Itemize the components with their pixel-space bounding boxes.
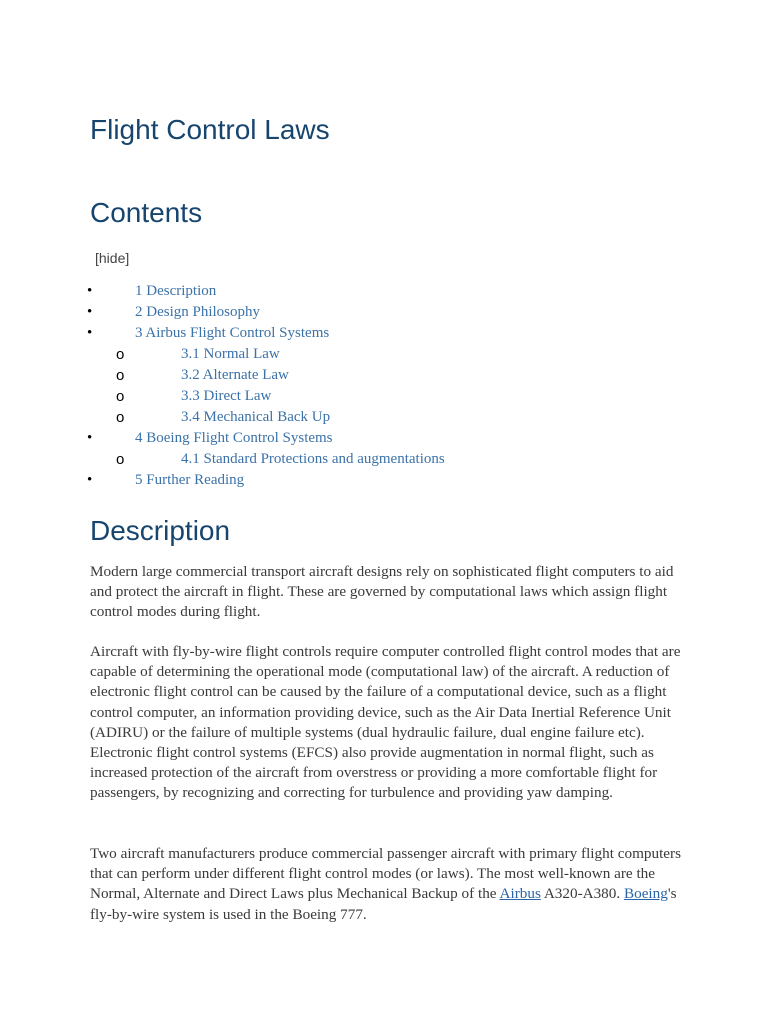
bullet-icon: • (87, 283, 93, 299)
hide-toggle[interactable]: [hide] (95, 250, 130, 266)
sub-bullet-icon: o (116, 409, 125, 426)
paragraph-3-text-b: A320-A380. (540, 885, 624, 903)
toc-item (0, 449, 700, 470)
toc-link[interactable]: 3.1 Normal Law (181, 346, 280, 362)
bullet-icon: • (87, 325, 93, 341)
boeing-link[interactable]: Boeing (623, 885, 668, 903)
description-paragraph-3 (90, 844, 690, 925)
contents-heading: Contents (90, 197, 203, 228)
toc-link[interactable]: 3.2 Alternate Law (181, 367, 289, 383)
toc-link[interactable]: 4 Boeing Flight Control Systems (135, 430, 333, 446)
toc-item (0, 407, 700, 428)
description-heading: Description (90, 515, 231, 546)
page-title: Flight Control Laws (90, 114, 330, 145)
toc-item (0, 428, 700, 449)
sub-bullet-icon: o (116, 451, 125, 468)
toc-link[interactable]: 3.4 Mechanical Back Up (181, 409, 331, 425)
toc-item (0, 323, 700, 344)
toc-item (0, 302, 700, 323)
paragraph-3-text-a: Two aircraft manufacturers produce commercial passenger aircraft with primary flight computers that can perform under different flight control modes (or laws). The most well-known are the Normal, Alternate and Direct Laws plus Mechanical Backup of the (90, 845, 681, 903)
description-paragraph-2: Aircraft with fly-by-wire flight controls require computer controlled flight control modes that are capable of determining the operational mode (computational law) of the aircraft. A reduction of electronic flight control can be caused by the failure of a computational device, such as a flight control computer, an information providing device, such as the Air Data Inertial Reference Unit (ADIRU) or the failure of multiple systems (dual hydraulic failure, dual engine failure etc). Electronic flight control systems (EFCS) also provide augmentation in normal flight, such as increased protection of the aircraft from overstress or providing a more comfortable flight for passengers, by recognizing and correcting for turbulence and providing yaw damping. (90, 643, 681, 802)
toc-item (0, 344, 700, 365)
bullet-icon: • (87, 472, 93, 488)
sub-bullet-icon: o (116, 388, 125, 405)
toc-link[interactable]: 4.1 Standard Protections and augmentations (181, 451, 445, 467)
toc-item (0, 281, 700, 302)
toc-item (0, 386, 700, 407)
toc-link[interactable]: 1 Description (135, 283, 217, 299)
bullet-icon: • (87, 304, 93, 320)
paragraph-3-text-c: 's fly-by-wire system is used in the Boeing 777. (90, 885, 677, 923)
toc-link[interactable]: 5 Further Reading (135, 472, 245, 488)
airbus-link[interactable]: Airbus (499, 885, 541, 903)
bullet-icon: • (87, 430, 93, 446)
toc-link[interactable]: 3 Airbus Flight Control Systems (135, 325, 330, 341)
toc-item (0, 365, 700, 386)
toc-item (0, 470, 700, 491)
description-paragraph-1: Modern large commercial transport aircraft designs rely on sophisticated flight computers to aid and protect the aircraft in flight. These are governed by computational laws which assign flight control modes during flight. (90, 563, 674, 621)
sub-bullet-icon: o (116, 367, 125, 384)
toc-link[interactable]: 2 Design Philosophy (135, 304, 261, 320)
sub-bullet-icon: o (116, 346, 125, 363)
toc-link[interactable]: 3.3 Direct Law (181, 388, 272, 404)
table-of-contents (0, 281, 700, 491)
